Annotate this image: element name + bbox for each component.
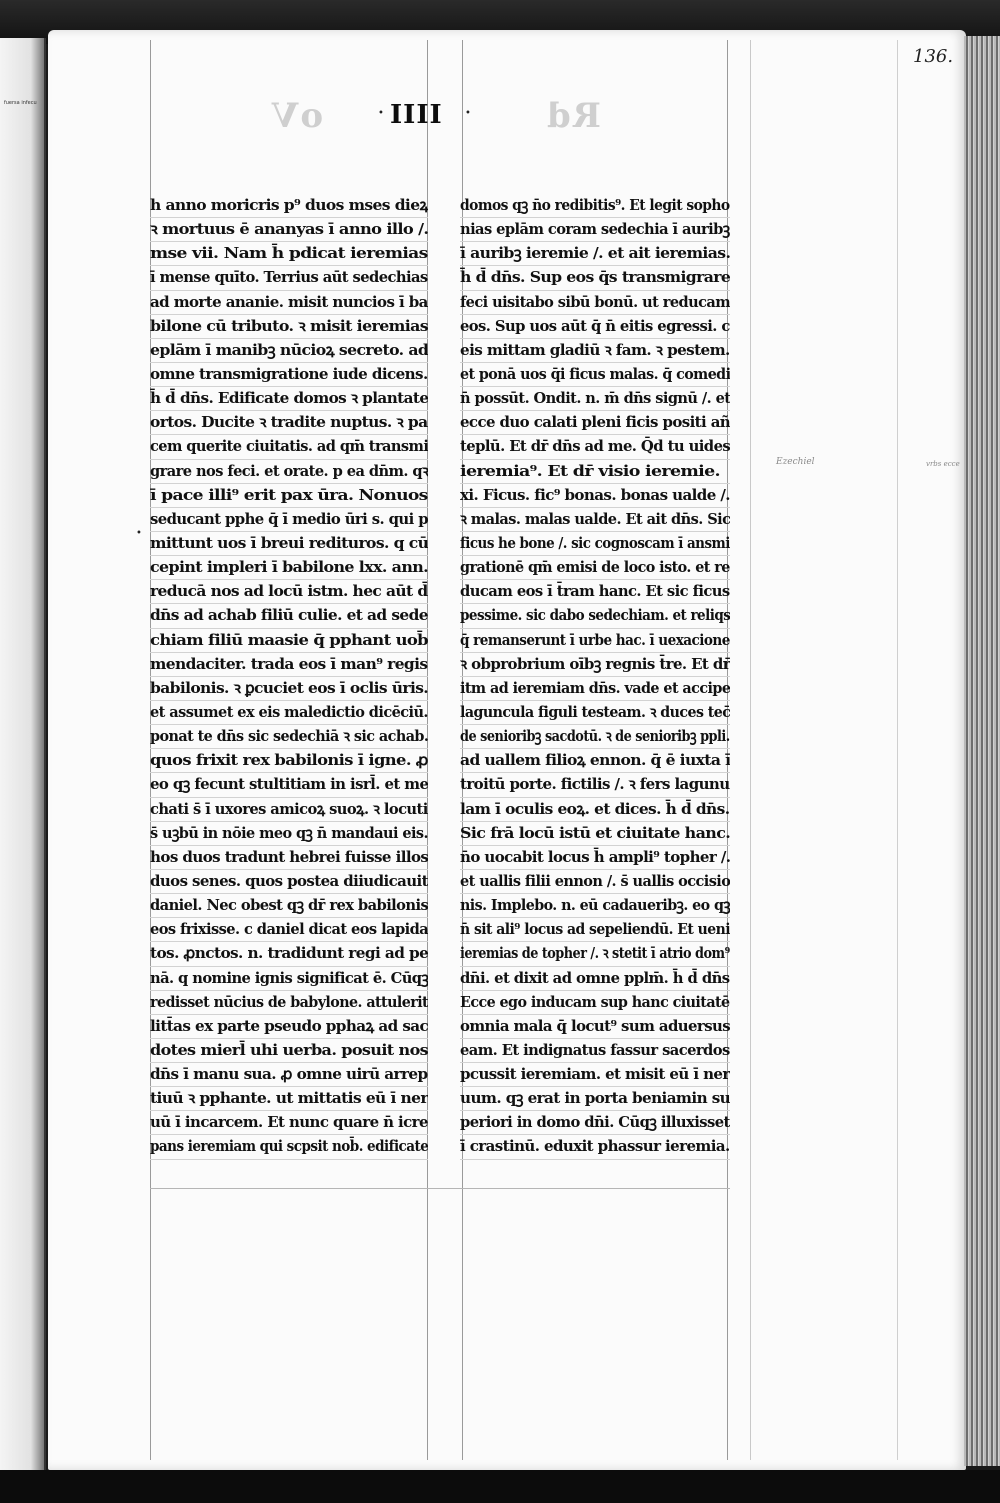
manuscript-line-text: tos. ꝓnctos. n. tradidunt regi ad pe — [150, 944, 428, 963]
manuscript-line-text: grare nos feci. et orate. p ea dn̄m. qꝛ — [150, 461, 428, 480]
scan-background-bottom — [0, 1470, 1000, 1503]
manuscript-line-text: tiuū ꝛ pphante. ut mittatis eū ī ner — [150, 1089, 428, 1108]
manuscript-line-text: Sic frā locū istū et ciuitate hanc. — [460, 823, 730, 842]
manuscript-line-text: pcussit ieremiam. et misit eū ī ner — [460, 1065, 730, 1084]
manuscript-line-text: nā. q nomine ignis significat ē. Cūqꝫ — [150, 968, 428, 987]
manuscript-line — [150, 580, 428, 604]
manuscript-line — [460, 604, 730, 628]
manuscript-line-text: Ecce ego inducam sup hanc ciuitatē — [460, 992, 730, 1011]
manuscript-line-text: n̄ possūt. Ondit. n. m̄ dn̄s signū /. et — [460, 389, 730, 408]
manuscript-line — [150, 725, 428, 749]
manuscript-line — [460, 242, 730, 266]
manuscript-line — [150, 363, 428, 387]
manuscript-line — [460, 1111, 730, 1135]
manuscript-line-text: xi. Ficus. fic⁹ bonas. bonas ualde /. — [460, 485, 730, 504]
manuscript-line — [150, 942, 428, 966]
manuscript-line-text: cepint impleri ī babilone lxx. ann. — [150, 558, 428, 577]
manuscript-line-text: dn̄s ad achab filiū culie. et ad sede — [150, 606, 428, 625]
manuscript-line — [460, 580, 730, 604]
manuscript-line-text: troitū porte. fictilis /. ꝛ fers lagunu — [460, 775, 730, 794]
manuscript-line-text: eplām ī manibꝫ nūcioꝝ secreto. ad — [150, 340, 428, 359]
manuscript-line — [460, 773, 730, 797]
ruling-line — [750, 40, 751, 1460]
manuscript-line-text: ꝛ obprobrium oībꝫ regnis t̄re. Et dr̄ — [460, 654, 730, 673]
manuscript-line-text: domos qꝫ n̄o redibitis⁹. Et legit sopho — [460, 196, 730, 214]
manuscript-line-text: laguncula figuli testeam. ꝛ duces tec̄ — [460, 702, 730, 721]
manuscript-line-text: n̄o uocabit locus h̄ ampli⁹ topher /. — [460, 847, 730, 866]
manuscript-line — [460, 846, 730, 870]
manuscript-line — [460, 967, 730, 991]
manuscript-line — [460, 894, 730, 918]
manuscript-line — [460, 218, 730, 242]
running-head-dot: • — [378, 108, 384, 119]
manuscript-line — [460, 266, 730, 290]
manuscript-line — [150, 629, 428, 653]
margin-note-ezechiel: Ezechiel — [776, 457, 815, 467]
manuscript-line — [460, 725, 730, 749]
running-head-show-through-left: oV — [270, 96, 324, 136]
manuscript-line-text: ducam eos ī t̄ram hanc. Et sic ficus — [460, 582, 730, 601]
manuscript-line — [460, 363, 730, 387]
manuscript-line — [150, 1111, 428, 1135]
manuscript-line-text: eos. Sup uos aūt q̄ n̄ eitis egressi. c — [460, 316, 730, 335]
manuscript-line — [460, 991, 730, 1015]
margin-dot: • — [136, 528, 142, 539]
manuscript-line — [150, 798, 428, 822]
manuscript-line-text: n̄ sit ali⁹ locus ad sepeliendū. Et ueni — [460, 920, 730, 939]
manuscript-line — [150, 701, 428, 725]
manuscript-line — [460, 749, 730, 773]
manuscript-line — [460, 508, 730, 532]
manuscript-line-text: uum. qꝫ erat in porta beniamin su — [460, 1089, 730, 1108]
manuscript-line — [150, 508, 428, 532]
manuscript-line-text: seducant pphe q̄ ī medio ūri s. qui p — [150, 509, 428, 528]
folio-number: 136. — [913, 46, 954, 67]
running-head-show-through-right: Rd — [545, 96, 602, 136]
manuscript-line — [150, 677, 428, 701]
manuscript-line-text: et ponā uos q̄i ficus malas. q̄ comedi — [460, 364, 730, 383]
manuscript-line-text: eis mittam gladiū ꝛ fam. ꝛ pestem. — [460, 340, 730, 359]
manuscript-line — [150, 532, 428, 556]
manuscript-line-text: ī mense quīto. Terrius aūt sedechias — [150, 268, 428, 287]
manuscript-line — [460, 942, 730, 966]
manuscript-line — [460, 315, 730, 339]
manuscript-line — [460, 460, 730, 484]
manuscript-line-text: q̄ remanserunt ī urbe hac. ī uexacione — [460, 630, 730, 649]
manuscript-line-text: lam ī oculis eoꝝ. et dices. h̄ d̄ dn̄s. — [460, 799, 730, 818]
manuscript-line — [150, 773, 428, 797]
manuscript-line-text: eo qꝫ fecunt stultitiam in isrl̄. et me — [150, 775, 428, 794]
book-fore-edge — [964, 36, 1000, 1466]
manuscript-line-text: ortos. Ducite ꝛ tradite nuptus. ꝛ pa — [150, 413, 428, 432]
manuscript-line-text: h anno moricris p⁹ duos mses dieꝝ — [150, 196, 428, 214]
left-facing-leaf — [0, 38, 46, 1478]
ruling-line — [897, 40, 898, 1460]
manuscript-line-text: h̄ d̄ dn̄s. Edificate domos ꝛ plantate — [150, 389, 428, 408]
manuscript-line — [150, 387, 428, 411]
manuscript-line — [150, 870, 428, 894]
manuscript-line-text: ī crastinū. eduxit phassur ieremia. — [460, 1137, 730, 1156]
manuscript-line — [460, 556, 730, 580]
manuscript-line-text: cem querite ciuitatis. ad qm̄ transmi — [150, 437, 428, 456]
manuscript-line-text: ad morte ananie. misit nuncios ī ba — [150, 292, 428, 311]
manuscript-line — [150, 1087, 428, 1111]
manuscript-line — [150, 435, 428, 459]
manuscript-line — [460, 291, 730, 315]
manuscript-line-text: ecce duo calati pleni ficis positi añ — [460, 413, 730, 432]
manuscript-line — [460, 1039, 730, 1063]
manuscript-line — [150, 194, 428, 218]
manuscript-line — [150, 1039, 428, 1063]
manuscript-line-text: nias eplām coram sedechia ī auribꝫ — [460, 220, 730, 239]
manuscript-line — [150, 822, 428, 846]
manuscript-line — [460, 918, 730, 942]
running-head — [0, 96, 1000, 136]
manuscript-line-text: ponat te dn̄s sic sedechiā ꝛ sic achab. — [150, 727, 428, 746]
manuscript-line — [150, 266, 428, 290]
manuscript-line — [460, 1015, 730, 1039]
manuscript-line-text: periori in domo dn̄i. Cūqꝫ illuxisset — [460, 1113, 730, 1132]
manuscript-line-text: nis. Implebo. n. eū cadaueribꝫ. eo qꝫ — [460, 896, 730, 915]
manuscript-line — [150, 749, 428, 773]
manuscript-line-text: pessime. sic dabo sedechiam. et reliqs — [460, 606, 730, 625]
manuscript-line-text: eam. Et indignatus fassur sacerdos — [460, 1040, 730, 1059]
manuscript-line — [460, 435, 730, 459]
manuscript-line — [460, 870, 730, 894]
left-leaf-note: fuersa infecu — [4, 100, 37, 106]
manuscript-line-text: ī auribꝫ ieremie /. et ait ieremias. — [460, 244, 730, 263]
manuscript-line — [150, 604, 428, 628]
manuscript-line-text: feci uisitabo sibū bonū. ut reducam — [460, 292, 730, 311]
manuscript-line — [150, 218, 428, 242]
manuscript-line-text: grationē qm̄ emisi de loco isto. et re — [460, 558, 730, 577]
ruling-line — [150, 1188, 730, 1189]
manuscript-line — [460, 653, 730, 677]
manuscript-line — [150, 556, 428, 580]
manuscript-line-text: eos frixisse. c daniel dicat eos lapida — [150, 920, 428, 939]
manuscript-line — [150, 242, 428, 266]
manuscript-line — [150, 894, 428, 918]
running-head-title: IIII — [390, 100, 443, 130]
manuscript-line — [150, 460, 428, 484]
manuscript-line-text: reducā nos ad locū istm. hec aūt d̄ — [150, 582, 428, 601]
manuscript-line-text: bilone cū tributo. ꝛ misit ieremias — [150, 316, 428, 335]
manuscript-line — [460, 629, 730, 653]
manuscript-line-text: ieremia⁹. Et dr̄ visio ieremie. — [460, 461, 720, 480]
manuscript-line — [150, 653, 428, 677]
manuscript-line-text: et uallis filii ennon /. s̄ uallis occisio — [460, 871, 730, 890]
manuscript-line-text: h̄ d̄ dn̄s. Sup eos q̄s transmigrare — [460, 268, 730, 287]
manuscript-line — [460, 411, 730, 435]
manuscript-line-text: s̄ uꝫbū in nōie meo qꝫ n̄ mandaui eis. — [150, 823, 428, 842]
manuscript-line-text: mittunt uos ī breui redituros. q cū — [150, 533, 428, 552]
manuscript-line — [460, 798, 730, 822]
manuscript-line-text: pans ieremiam qui scpsit nob̄. edificate — [150, 1137, 428, 1156]
manuscript-line — [150, 991, 428, 1015]
manuscript-line-text: duos senes. quos postea diiudicauit — [150, 871, 428, 890]
manuscript-line-text: ꝛ malas. malas ualde. Et ait dn̄s. Sic — [460, 509, 730, 528]
manuscript-line-text: chiam filiū maasie q̄ pphant uob̄ — [150, 630, 428, 649]
manuscript-line-text: dn̄i. et dixit ad omne pplm̄. h̄ d̄ dn̄s — [460, 968, 730, 987]
manuscript-line — [460, 677, 730, 701]
manuscript-line — [150, 846, 428, 870]
running-head-dot: • — [465, 108, 471, 119]
manuscript-line-text: quos frixit rex babilonis ī igne. ꝓ — [150, 751, 428, 770]
manuscript-line — [150, 1135, 428, 1159]
manuscript-line-text: dn̄s ī manu sua. ꝓ omne uirū arrep — [150, 1065, 428, 1084]
manuscript-line-text: chati s̄ ī uxores amicoꝝ suoꝝ. ꝛ locuti — [150, 799, 428, 818]
manuscript-line — [460, 339, 730, 363]
manuscript-line — [150, 484, 428, 508]
manuscript-line — [150, 967, 428, 991]
manuscript-line-text: ieremias de topher /. ꝛ stetit ī atrio dom⁹ — [460, 944, 730, 963]
manuscript-line-text: mse vii. Nam h̄ pdicat ieremias — [150, 244, 428, 263]
manuscript-line-text: babilonis. ꝛ ꝑcuciet eos ī oclis ūris. — [150, 678, 428, 697]
manuscript-line-text: hos duos tradunt hebrei fuisse illos — [150, 847, 428, 866]
manuscript-line — [150, 339, 428, 363]
manuscript-line-text: litt̄as ex parte pseudo pphaꝝ ad sac — [150, 1016, 428, 1035]
manuscript-line-text: de senioribꝫ sacdotū. ꝛ de senioribꝫ ppli. — [460, 727, 730, 746]
manuscript-line — [150, 918, 428, 942]
manuscript-line-text: redisset nūcius de babylone. attulerit — [150, 992, 428, 1011]
manuscript-line-text: daniel. Nec obest qꝫ dr̄ rex babilonis — [150, 896, 428, 915]
manuscript-line-text: ī pace illi⁹ erit pax ūra. Nonuos — [150, 485, 428, 504]
text-column-right — [460, 194, 730, 1160]
manuscript-line-text: et assumet ex eis maledictio dicēciū. — [150, 702, 428, 721]
manuscript-line-text: teplū. Et dr̄ dn̄s ad me. Q̄d tu uides — [460, 437, 730, 456]
manuscript-line-text: mendaciter. trada eos ī man⁹ regis — [150, 654, 428, 673]
manuscript-line — [460, 1135, 730, 1159]
manuscript-line — [150, 291, 428, 315]
manuscript-line — [460, 194, 730, 218]
manuscript-line-text: omnia mala q̄ locut⁹ sum aduersus — [460, 1016, 730, 1035]
manuscript-line-text: dotes mierl̄ uhi uerba. posuit nos — [150, 1040, 428, 1059]
manuscript-line — [460, 1063, 730, 1087]
manuscript-line — [460, 1087, 730, 1111]
manuscript-line-text: itm ad ieremiam dn̄s. vade et accipe — [460, 678, 730, 697]
manuscript-line — [460, 701, 730, 725]
margin-note-right: vrbs ecce — [926, 460, 960, 468]
manuscript-line-text: ficus he bone /. sic cognoscam ī ansmi — [460, 533, 730, 552]
manuscript-line-text: ꝛ mortuus ē ananyas ī anno illo /. — [150, 220, 428, 239]
manuscript-line-text: omne transmigratione iude dicens. — [150, 364, 428, 383]
text-column-left — [150, 194, 428, 1160]
manuscript-line — [150, 1015, 428, 1039]
manuscript-line — [460, 387, 730, 411]
manuscript-line — [150, 411, 428, 435]
manuscript-line — [150, 315, 428, 339]
manuscript-line — [460, 484, 730, 508]
manuscript-line — [460, 822, 730, 846]
manuscript-line-text: uū ī incarcem. Et nunc quare n̄ icre — [150, 1113, 428, 1132]
manuscript-line-text: ad uallem filioꝝ ennon. q̄ ē iuxta ī — [460, 751, 730, 770]
manuscript-line — [460, 532, 730, 556]
manuscript-line — [150, 1063, 428, 1087]
